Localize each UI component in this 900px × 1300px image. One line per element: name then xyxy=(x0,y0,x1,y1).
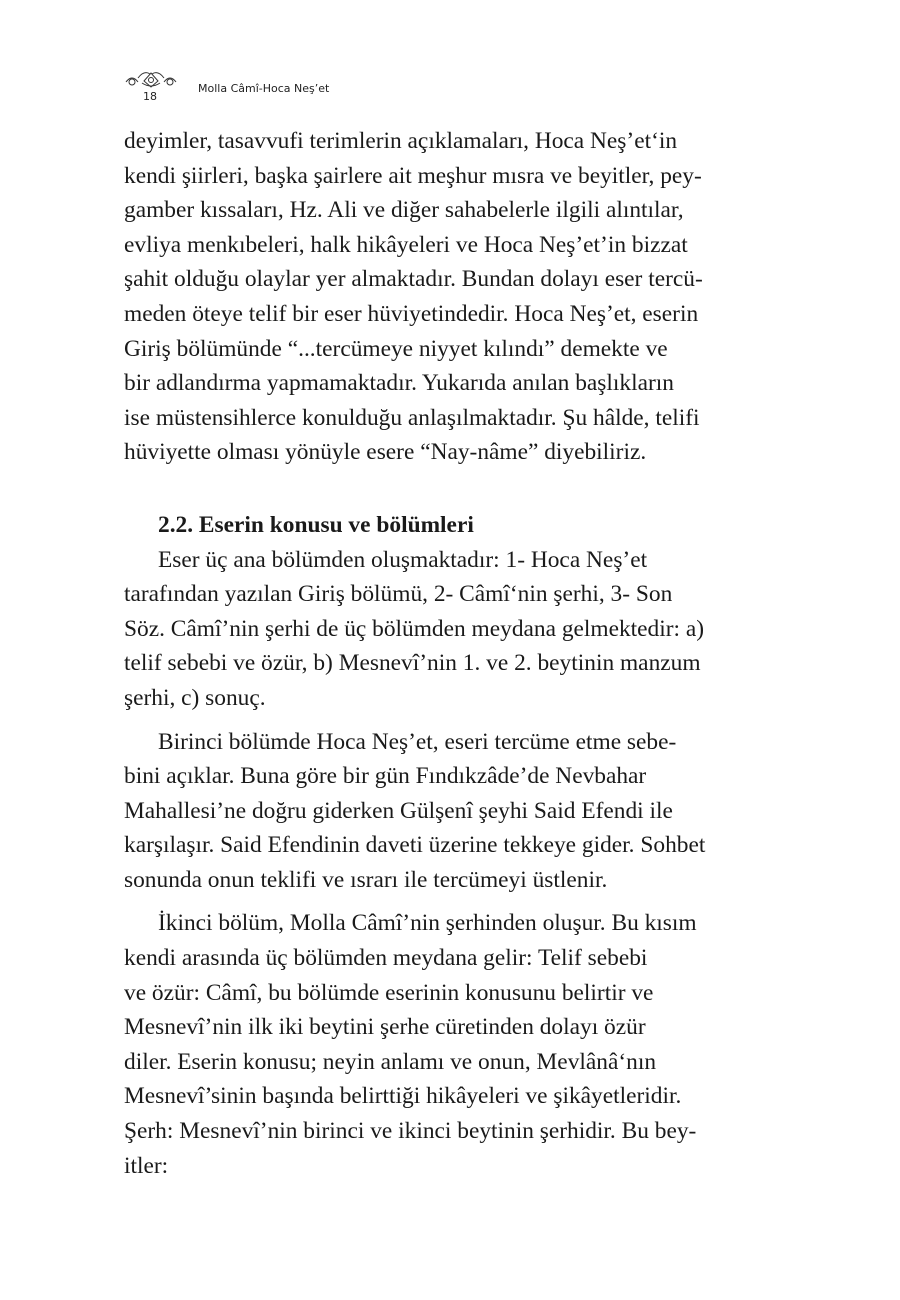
text-line: gamber kıssaları, Hz. Ali ve diğer sahabelerle ilgili alıntılar, xyxy=(124,197,684,224)
text-line: bini açıklar. Buna göre bir gün Fındıkzâde’de Nevbahar xyxy=(124,763,647,790)
text-line: kendi arasında üç bölümden meydana gelir: Telif sebebi xyxy=(124,945,648,972)
text-line: Birinci bölümde Hoca Neş’et, eseri tercüme etme sebe- xyxy=(158,728,677,755)
text-line: ise müstensihlerce konulduğu anlaşılmaktadır. Şu hâlde, telifi xyxy=(124,404,700,431)
text-line: şerhi, c) sonuç. xyxy=(124,684,266,711)
text-line: deyimler, tasavvufi terimlerin açıklamaları, Hoca Neş’et‘in xyxy=(124,128,678,154)
text-line: karşılaşır. Said Efendinin daveti üzerine tekkeye gider. Sohbet xyxy=(124,832,706,859)
text-line: telif sebebi ve özür, b) Mesnevî’nin 1. ve 2. beytinin manzum xyxy=(124,650,701,677)
floral-ornament-icon xyxy=(122,68,180,90)
text-line: Mesnevî’sinin başında belirttiği hikâyeleri ve şikâyetleridir. xyxy=(124,1083,682,1110)
text-line: Giriş bölümünde “...tercümeye niyyet kılındı” demekte ve xyxy=(124,335,668,362)
text-line: Söz. Câmî’nin şerhi de üç bölümden meydana gelmektedir: a) xyxy=(124,615,705,642)
text-line: bir adlandırma yapmamaktadır. Yukarıda anılan başlıkların xyxy=(124,370,674,397)
main-text xyxy=(124,124,744,1183)
paragraph xyxy=(124,725,744,898)
text-line: tarafından yazılan Giriş bölümü, 2- Câmî‘nin şerhi, 3- Son xyxy=(124,581,673,608)
section-heading: 2.2. Eserin konusu ve bölümleri xyxy=(158,511,474,538)
paragraph xyxy=(124,124,744,470)
text-line: Mahallesi’ne doğru giderken Gülşenî şeyhi Said Efendi ile xyxy=(124,797,673,824)
text-line: ve özür: Câmî, bu bölümde eserinin konusunu belirtir ve xyxy=(124,979,654,1006)
text-line: itler: xyxy=(124,1152,169,1179)
text-line: sonunda onun teklifi ve ısrarı ile tercümeyi üstlenir. xyxy=(124,866,608,893)
text-line: Eser üç ana bölümden oluşmaktadır: 1- Hoca Neş’et xyxy=(158,546,648,573)
text-line: evliya menkıbeleri, halk hikâyeleri ve Hoca Neş’et’in bizzat xyxy=(124,231,688,258)
page-number: 18 xyxy=(143,90,157,103)
running-title: Molla Câmî-Hoca Neş’et xyxy=(198,82,330,95)
page-header xyxy=(120,66,520,110)
text-line: diler. Eserin konusu; neyin anlamı ve onun, Mevlânâ‘nın xyxy=(124,1048,657,1075)
text-line: Şerh: Mesnevî’nin birinci ve ikinci beytinin şerhidir. Bu bey- xyxy=(124,1118,697,1145)
paragraph xyxy=(124,543,744,716)
paragraph xyxy=(124,906,744,1183)
text-line: meden öteye telif bir eser hüviyetindedir. Hoca Neş’et, eserin xyxy=(124,300,699,327)
text-line: şahit olduğu olaylar yer almaktadır. Bundan dolayı eser tercü- xyxy=(124,266,703,293)
text-line: kendi şiirleri, başka şairlere ait meşhur mısra ve beyitler, pey- xyxy=(124,162,702,189)
text-line: Mesnevî’nin ilk iki beytini şerhe cüretinden dolayı özür xyxy=(124,1014,646,1041)
text-line: hüviyette olması yönüyle esere “Nay-nâme” diyebiliriz. xyxy=(124,439,647,466)
text-line: İkinci bölüm, Molla Câmî’nin şerhinden oluşur. Bu kısım xyxy=(158,910,697,937)
